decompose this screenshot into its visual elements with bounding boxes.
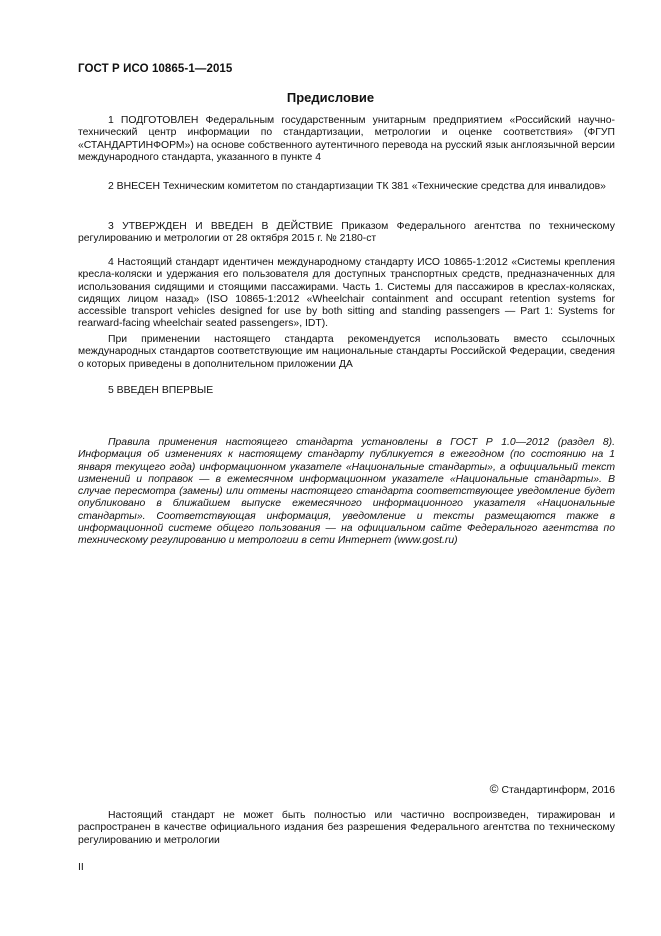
copyright-icon: © [489,782,499,796]
paragraph-references: При применении настоящего стандарта рекомендуется использовать вместо ссылочных международных стандартов соответствующие им национальные стандарты Российской Федерации, сведения о которых приведены в дополнительном приложении ДА [78,334,615,370]
paragraph-prepared: 1 ПОДГОТОВЛЕН Федеральным государственным унитарным предприятием «Российский научно-технический центр информации по стандартизации, метрологии и оценке соответствия» (ФГУП «СТАНДАРТИНФОРМ») на основе собственного аутентичного перевода на русский язык англоязычной версии международного стандарта, указанного в пункте 4 [78,115,615,163]
page-title: Предисловие [286,90,375,105]
paragraph-application-rules: Правила применения настоящего стандарта установлены в ГОСТ Р 1.0—2012 (раздел 8). Информация об изменениях к настоящему стандарту публикуется в ежегодном (по состоянию на 1 января текущего года) информационном указателе «Национальные стандарты», а официальный текст изменений и поправок — в ежемесячном информационном указателе «Национальные стандарты». В случае пересмотра (замены) или отмены настоящего стандарта соответствующее уведомление будет опубликовано в ближайшем выпуске ежемесячного информационного указателя «Национальные стандарты». Соответствующая информация, уведомление и тексты размещаются также в информационной системе общего пользования — на официальном сайте Федерального агентства по техническому регулированию и метрологии в сети Интернет (www.gost.ru) [78,437,615,547]
copyright [490,782,615,796]
paragraph-reproduction-notice: Настоящий стандарт не может быть полностью или частично воспроизведен, тиражирован и распространен в качестве официального издания без разрешения Федерального агентства по техническому регулированию и метрологии [78,810,615,846]
paragraph-identical-standard: 4 Настоящий стандарт идентичен международному стандарту ИСО 10865-1:2012 «Системы крепления кресла-коляски и удержания его пользователя для доступных транспортных средств, предназначенных для использования сидящими и стоящими пассажирами. Часть 1. Системы для пассажиров в креслах-колясках, сидящих лицом назад» (ISO 10865-1:2012 «Wheelchair containment and occupant retention systems for accessible transport vehicles designed for use by both sitting and standing passengers — Part 1: Systems for rearward-facing wheelchair seated passengers», IDT). [78,257,615,330]
paragraph-first-introduced: 5 ВВЕДЕН ВПЕРВЫЕ [108,385,214,396]
document-code: ГОСТ Р ИСО 10865-1—2015 [78,63,233,75]
page-number: II [78,862,84,873]
copyright-text: Стандартинформ, 2016 [501,785,615,796]
paragraph-approved: 3 УТВЕРЖДЕН И ВВЕДЕН В ДЕЙСТВИЕ Приказом Федерального агентства по техническому регулированию и метрологии от 28 октября 2015 г. № 2180-ст [78,221,615,245]
paragraph-introduced: 2 ВНЕСЕН Техническим комитетом по стандартизации ТК 381 «Технические средства для инвалидов» [108,181,606,192]
